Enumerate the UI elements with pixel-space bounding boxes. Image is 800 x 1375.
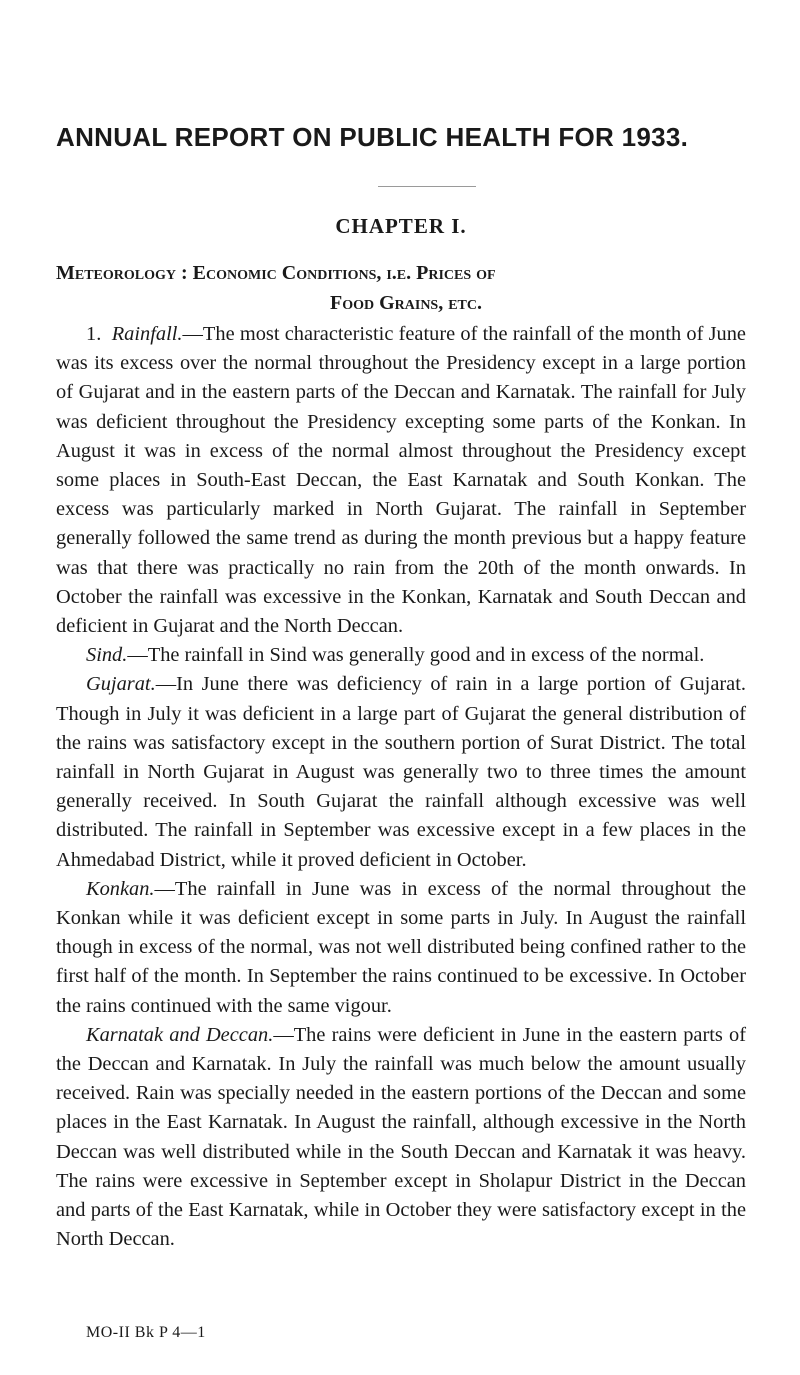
paragraph-lead: Gujarat. bbox=[86, 673, 156, 696]
paragraph-text: —The rainfall in June was in excess of the normal throughout the Konkan while it was deficient except in some parts in July. In August the rainfall though in excess of the normal, was not well distributed being confined rather to the first half of the month. In September the rains continued to be excessive. In October the rains continued with the same vigour. bbox=[56, 877, 746, 1017]
report-title: ANNUAL REPORT ON PUBLIC HEALTH FOR 1933. bbox=[56, 122, 689, 152]
chapter-subtitle bbox=[56, 258, 756, 318]
printer-code: MO-II Bk P 4—1 bbox=[86, 1324, 206, 1341]
paragraph-lead: Rainfall. bbox=[111, 323, 183, 345]
paragraph-lead: Konkan. bbox=[86, 877, 155, 900]
subtitle-line-1: Meteorology : Economic Conditions, i.e. Prices of bbox=[56, 262, 496, 284]
paragraph-rainfall bbox=[56, 320, 746, 641]
document-page bbox=[56, 0, 756, 1375]
paragraph-number: 1. bbox=[86, 323, 102, 345]
paragraph-text: —The most characteristic feature of the rainfall of the month of June was its excess over the normal throughout the Presidency except in a large portion of Gujarat and in the eastern parts of the Deccan and Karnatak. The rainfall for July was deficient throughout the Presidency excepting some parts of the Konkan. In August it was in excess of the normal almost throughout the Presidency except some places in South-East Deccan, the East Karnatak and South Konkan. The excess was particularly marked in North Gujarat. The rainfall in September generally followed the same trend as during the month previous but a happy feature was that there was practically no rain from the 20th of the month onwards. In October the rainfall was excessive in the Konkan, Karnatak and South Deccan and deficient in Gujarat and the North Deccan. bbox=[56, 323, 746, 638]
paragraph-text: —The rainfall in Sind was generally good and in excess of the normal. bbox=[127, 644, 705, 667]
body-text bbox=[56, 320, 746, 1255]
paragraph-konkan bbox=[56, 875, 746, 1021]
paragraph-lead: Karnatak and Deccan. bbox=[86, 1023, 274, 1046]
paragraph-sind bbox=[56, 641, 746, 670]
paragraph-lead: Sind. bbox=[86, 644, 128, 667]
title-divider bbox=[378, 186, 476, 187]
paragraph-text: —In June there was deficiency of rain in a large portion of Gujarat. Though in July it was deficient in a large part of Gujarat the general distribution of the rains was satisfactory except in the southern portion of Surat District. The total rainfall in North Gujarat in August was generally two to three times the amount generally received. In South Gujarat the rainfall although excessive was well distributed. The rainfall in September was excessive except in a few places in the Ahmedabad District, while it proved deficient in October. bbox=[56, 673, 746, 871]
paragraph-gujarat bbox=[56, 670, 746, 874]
paragraph-karnatak-deccan bbox=[56, 1021, 746, 1255]
chapter-heading: CHAPTER I. bbox=[335, 214, 467, 238]
subtitle-line-2: Food Grains, etc. bbox=[329, 292, 482, 314]
paragraph-text: —The rains were deficient in June in the eastern parts of the Deccan and Karnatak. In July the rainfall was much below the amount usually received. Rain was specially needed in the eastern portions of the Deccan and some places in the East Karnatak. In August the rainfall, although excessive in the North Deccan was well distributed while in the South Deccan and Karnatak it was heavy. The rains were excessive in September except in Sholapur District in the Deccan and parts of the East Karnatak, while in October they were satisfactory except in the North Deccan. bbox=[56, 1023, 746, 1251]
